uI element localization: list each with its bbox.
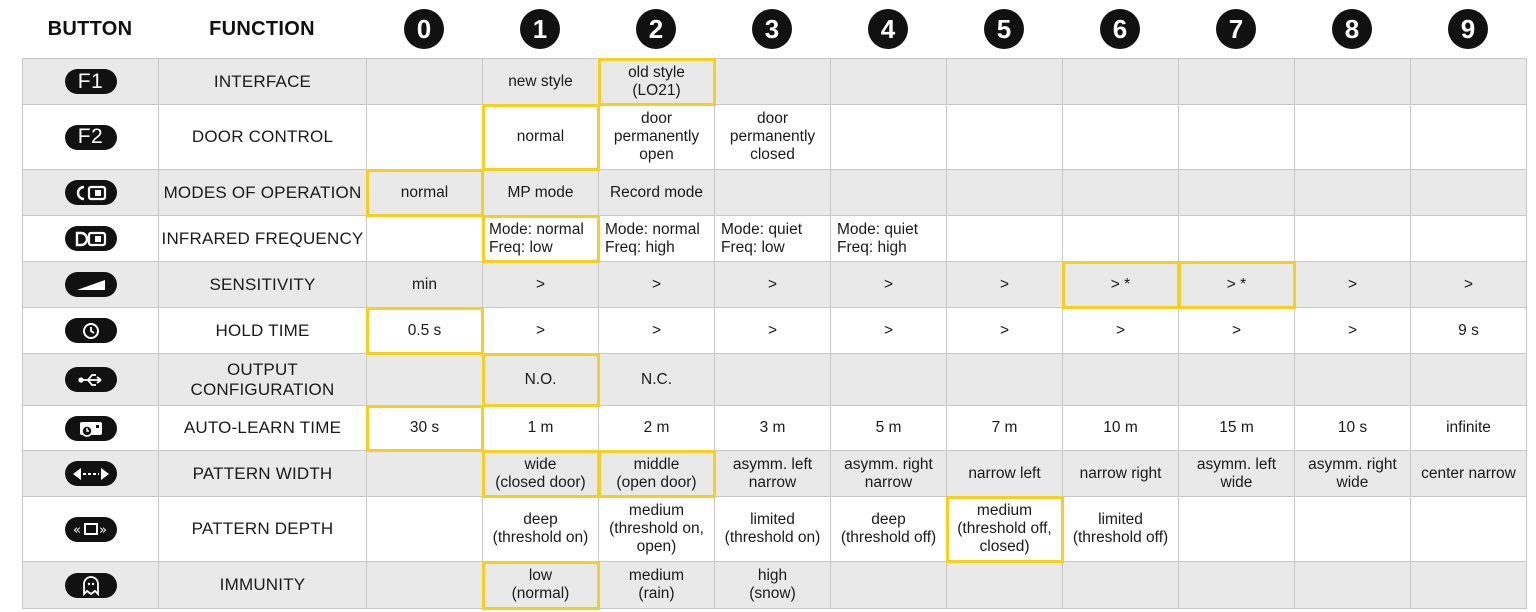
value-cell-2: middle (open door): [599, 451, 715, 497]
header-cell-value-3: [714, 0, 830, 58]
value-cell-3: [715, 354, 831, 406]
value-cell-9: infinite: [1411, 406, 1527, 451]
value-cell-7: [1179, 170, 1295, 216]
value-cell-4: >: [831, 262, 947, 308]
function-label: AUTO-LEARN TIME: [159, 406, 367, 451]
header-cell-function: [158, 0, 366, 58]
value-cell-9: [1411, 354, 1527, 406]
value-cell-7: [1179, 354, 1295, 406]
value-cell-5: medium (threshold off, closed): [947, 497, 1063, 562]
value-number-badge: 9: [1448, 9, 1488, 49]
value-cell-8: asymm. right wide: [1295, 451, 1411, 497]
output-configuration-icon: [65, 367, 117, 392]
value-cell-1: low (normal): [483, 562, 599, 609]
value-cell-3: door permanently closed: [715, 105, 831, 170]
value-cell-7: > *: [1179, 262, 1295, 308]
value-cell-1: MP mode: [483, 170, 599, 216]
header-cell-value-9: [1410, 0, 1526, 58]
sensitivity-icon: [65, 272, 117, 297]
f2-icon: [65, 125, 117, 150]
value-cell-1: >: [483, 308, 599, 354]
button-label: F2: [77, 125, 104, 148]
header-cell-value-4: [830, 0, 946, 58]
value-cell-1: >: [483, 262, 599, 308]
value-number-badge: 8: [1332, 9, 1372, 49]
value-cell-8: [1295, 216, 1411, 262]
value-cell-2: medium (threshold on, open): [599, 497, 715, 562]
value-cell-6: [1063, 59, 1179, 105]
value-cell-9: [1411, 105, 1527, 170]
value-cell-7: [1179, 105, 1295, 170]
settings-table: [22, 58, 1527, 609]
value-cell-8: [1295, 562, 1411, 609]
value-cell-2: medium (rain): [599, 562, 715, 609]
header-cell-value-6: [1062, 0, 1178, 58]
column-header-function: FUNCTION: [209, 17, 315, 40]
value-cell-0: min: [367, 262, 483, 308]
value-cell-2: Record mode: [599, 170, 715, 216]
value-cell-2: door permanently open: [599, 105, 715, 170]
value-cell-7: [1179, 497, 1295, 562]
value-cell-9: >: [1411, 262, 1527, 308]
svg-text:«: «: [72, 523, 81, 538]
value-cell-8: >: [1295, 262, 1411, 308]
value-cell-6: limited (threshold off): [1063, 497, 1179, 562]
value-cell-1: deep (threshold on): [483, 497, 599, 562]
value-cell-9: [1411, 170, 1527, 216]
value-cell-1: Mode: normal Freq: low: [483, 216, 599, 262]
button-cell: [23, 216, 159, 262]
value-cell-4: >: [831, 308, 947, 354]
function-label: MODES OF OPERATION: [159, 170, 367, 216]
function-label: SENSITIVITY: [159, 262, 367, 308]
button-cell: [23, 451, 159, 497]
value-cell-8: >: [1295, 308, 1411, 354]
function-label: DOOR CONTROL: [159, 105, 367, 170]
value-number-badge: 4: [868, 9, 908, 49]
button-cell: [23, 497, 159, 562]
value-cell-1: new style: [483, 59, 599, 105]
value-cell-7: [1179, 562, 1295, 609]
pattern-width-icon: [65, 461, 117, 486]
value-cell-3: >: [715, 308, 831, 354]
value-cell-4: Mode: quiet Freq: high: [831, 216, 947, 262]
value-cell-4: [831, 59, 947, 105]
immunity-icon: [65, 573, 117, 598]
value-cell-6: narrow right: [1063, 451, 1179, 497]
value-cell-0: [367, 59, 483, 105]
value-cell-6: > *: [1063, 262, 1179, 308]
value-cell-1: wide (closed door): [483, 451, 599, 497]
value-cell-8: [1295, 59, 1411, 105]
header-cell-value-8: [1294, 0, 1410, 58]
value-cell-5: >: [947, 308, 1063, 354]
value-cell-8: [1295, 354, 1411, 406]
value-cell-9: [1411, 59, 1527, 105]
value-cell-4: [831, 562, 947, 609]
value-cell-2: old style (LO21): [599, 59, 715, 105]
value-cell-8: [1295, 105, 1411, 170]
value-cell-4: 5 m: [831, 406, 947, 451]
value-cell-7: [1179, 59, 1295, 105]
infrared-frequency-icon: [65, 226, 117, 251]
value-cell-5: [947, 59, 1063, 105]
value-cell-0: [367, 354, 483, 406]
value-cell-6: [1063, 170, 1179, 216]
value-cell-9: 9 s: [1411, 308, 1527, 354]
value-cell-8: 10 s: [1295, 406, 1411, 451]
f1-icon: [65, 69, 117, 94]
value-cell-6: 10 m: [1063, 406, 1179, 451]
value-cell-7: >: [1179, 308, 1295, 354]
value-cell-4: asymm. right narrow: [831, 451, 947, 497]
value-cell-7: asymm. left wide: [1179, 451, 1295, 497]
button-cell: [23, 308, 159, 354]
function-label: PATTERN DEPTH: [159, 497, 367, 562]
value-cell-2: 2 m: [599, 406, 715, 451]
value-cell-1: N.O.: [483, 354, 599, 406]
header-cell-value-7: [1178, 0, 1294, 58]
button-cell: [23, 170, 159, 216]
button-cell: [23, 354, 159, 406]
value-cell-0: [367, 216, 483, 262]
value-cell-0: [367, 497, 483, 562]
modes-of-operation-icon: [65, 180, 117, 205]
value-cell-6: [1063, 354, 1179, 406]
value-cell-0: 30 s: [367, 406, 483, 451]
button-label: F1: [77, 69, 104, 93]
button-cell: [23, 262, 159, 308]
value-cell-5: [947, 562, 1063, 609]
value-cell-3: [715, 59, 831, 105]
value-cell-6: [1063, 216, 1179, 262]
header-cell-value-0: [366, 0, 482, 58]
value-cell-5: [947, 354, 1063, 406]
hold-time-icon: [65, 318, 117, 343]
value-cell-4: [831, 354, 947, 406]
value-cell-9: [1411, 216, 1527, 262]
value-cell-4: [831, 105, 947, 170]
value-cell-3: high (snow): [715, 562, 831, 609]
value-cell-7: [1179, 216, 1295, 262]
function-label: IMMUNITY: [159, 562, 367, 609]
value-number-badge: 5: [984, 9, 1024, 49]
value-number-badge: 0: [404, 9, 444, 49]
value-cell-4: deep (threshold off): [831, 497, 947, 562]
value-number-badge: 7: [1216, 9, 1256, 49]
header-cell-button: [22, 0, 158, 58]
header-cell-value-1: [482, 0, 598, 58]
value-cell-0: [367, 105, 483, 170]
function-label: PATTERN WIDTH: [159, 451, 367, 497]
value-cell-5: 7 m: [947, 406, 1063, 451]
value-cell-9: [1411, 497, 1527, 562]
value-cell-1: 1 m: [483, 406, 599, 451]
value-cell-9: [1411, 562, 1527, 609]
value-cell-2: >: [599, 262, 715, 308]
value-cell-5: [947, 170, 1063, 216]
value-cell-1: normal: [483, 105, 599, 170]
header-cell-value-2: [598, 0, 714, 58]
button-cell: [23, 105, 159, 170]
value-cell-2: >: [599, 308, 715, 354]
value-cell-6: [1063, 105, 1179, 170]
value-number-badge: 2: [636, 9, 676, 49]
pattern-depth-icon: [65, 517, 117, 542]
value-cell-3: Mode: quiet Freq: low: [715, 216, 831, 262]
value-cell-3: [715, 170, 831, 216]
value-cell-8: [1295, 497, 1411, 562]
auto-learn-time-icon: [65, 416, 117, 441]
function-label: INTERFACE: [159, 59, 367, 105]
value-cell-9: center narrow: [1411, 451, 1527, 497]
button-cell: [23, 562, 159, 609]
value-cell-3: limited (threshold on): [715, 497, 831, 562]
value-cell-6: >: [1063, 308, 1179, 354]
value-number-badge: 1: [520, 9, 560, 49]
value-cell-5: [947, 216, 1063, 262]
value-cell-5: [947, 105, 1063, 170]
value-cell-0: [367, 562, 483, 609]
function-label: OUTPUT CONFIGURATION: [159, 354, 367, 406]
value-cell-8: [1295, 170, 1411, 216]
svg-text:»: »: [98, 523, 107, 538]
header-cell-value-5: [946, 0, 1062, 58]
function-label: INFRARED FREQUENCY: [159, 216, 367, 262]
value-cell-2: N.C.: [599, 354, 715, 406]
value-cell-3: >: [715, 262, 831, 308]
column-header-button: BUTTON: [47, 17, 133, 40]
value-number-badge: 6: [1100, 9, 1140, 49]
function-label: HOLD TIME: [159, 308, 367, 354]
value-cell-3: asymm. left narrow: [715, 451, 831, 497]
value-number-badge: 3: [752, 9, 792, 49]
value-cell-0: 0.5 s: [367, 308, 483, 354]
value-cell-6: [1063, 562, 1179, 609]
button-cell: [23, 59, 159, 105]
value-cell-3: 3 m: [715, 406, 831, 451]
value-cell-0: [367, 451, 483, 497]
value-cell-4: [831, 170, 947, 216]
value-cell-0: normal: [367, 170, 483, 216]
button-cell: [23, 406, 159, 451]
value-cell-5: >: [947, 262, 1063, 308]
value-cell-2: Mode: normal Freq: high: [599, 216, 715, 262]
value-cell-5: narrow left: [947, 451, 1063, 497]
value-cell-7: 15 m: [1179, 406, 1295, 451]
